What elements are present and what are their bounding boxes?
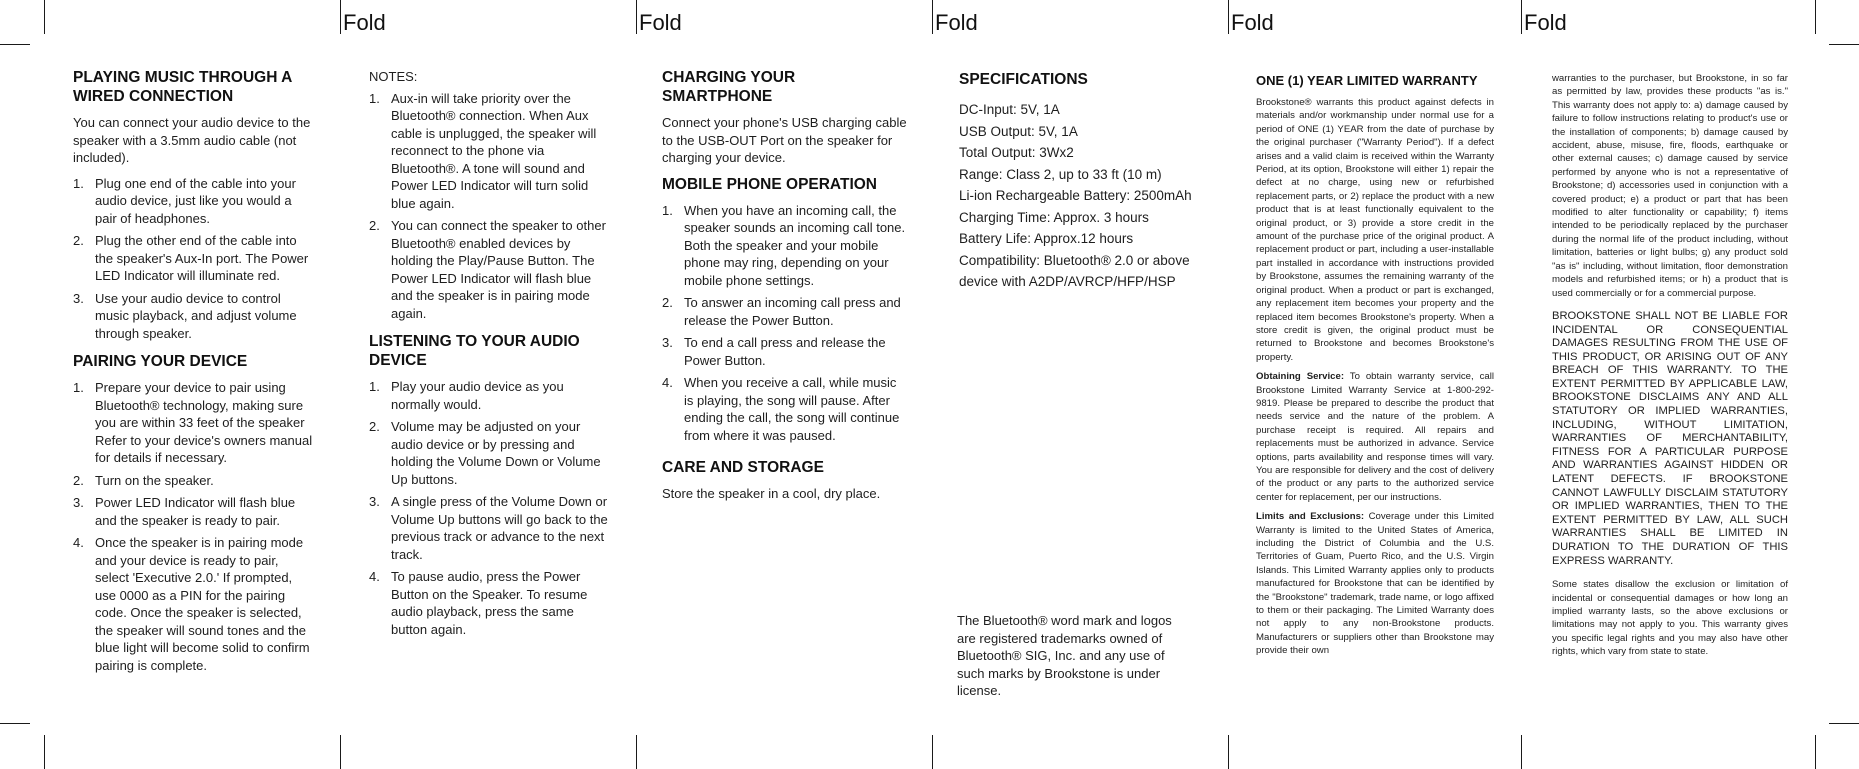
list-item: 2. Turn on the speaker. (73, 472, 214, 488)
list-item: 2. To answer an incoming call press and release the Power Button. (662, 295, 901, 328)
fold-mark (932, 0, 933, 34)
listening-steps (369, 378, 609, 638)
crop-mark (44, 0, 45, 34)
crop-mark (1829, 723, 1859, 724)
panel-specifications (959, 70, 1204, 293)
fold-label: Fold (1524, 10, 1567, 35)
crop-mark (44, 735, 45, 769)
panel-charging-and-mobile (662, 68, 907, 511)
panel-notes-and-listening (369, 68, 609, 648)
notes-label: NOTES: (369, 69, 418, 84)
list-item: 3. Power LED Indicator will flash blue and the speaker is ready to pair. (73, 495, 296, 528)
notes-list (369, 90, 609, 323)
care-text: Store the speaker in a cool, dry place. (662, 486, 881, 501)
spec-compatibility: Compatibility: Bluetooth® 2.0 or above device with A2DP/AVRCP/HFP/HSP (959, 252, 1190, 289)
list-item: 1. Play your audio device as you normally would. (369, 379, 564, 412)
spec-battery-life: Battery Life: Approx.12 hours (959, 231, 1134, 246)
spec-total-output: Total Output: 3Wx2 (959, 145, 1074, 160)
spec-dc-input: DC-Input: 5V, 1A (959, 102, 1060, 117)
fold-mark (1521, 735, 1522, 769)
pairing-steps (73, 379, 313, 674)
fold-mark (340, 735, 341, 769)
section-heading-listening: LISTENING TO YOUR AUDIO DEVICE (369, 333, 580, 369)
wired-intro: You can connect your audio device to the speaker with a 3.5mm audio cable (not included). (73, 115, 311, 165)
list-item: 3. To end a call press and release the Power Button. (662, 335, 886, 368)
crop-mark (1815, 735, 1816, 769)
list-item: 2. You can connect the speaker to other Bluetooth® enabled devices by holding the Play/Pause Button. The Power LED Indicator will flash blue and the speaker is in pairing mode again. (369, 218, 606, 321)
spec-charging-time: Charging Time: Approx. 3 hours (959, 209, 1149, 225)
panel-wired-and-pairing (73, 68, 313, 684)
section-heading-wired-connection: PLAYING MUSIC THROUGH A WIRED CONNECTION (73, 69, 292, 105)
section-heading-pairing: PAIRING YOUR DEVICE (73, 353, 248, 370)
warranty-limits: Limits and Exclusions: Coverage under this Limited Warranty is limited to the United States of America, including the District of Columbia and the U.S. Territories of Guam, Puerto Rico, and the U.S. Virgin Islands. This Limited Warranty applies only to products manufactured for Brookstone that can be identified by the "Brookstone" trademark, trade name, or logo affixed to them or their packaging. The Limited Warranty does not apply to any non-Brookstone products. Manufacturers or suppliers other than Brookstone may provide their own (1256, 511, 1494, 657)
fold-mark (932, 735, 933, 769)
state-rights-notice: Some states disallow the exclusion or limitation of incidental or consequential damages or how long an implied warranty lasts, so the above exclusions or limitations may not apply to you. This warranty gives you specific legal rights and you may also have other rights, which vary from state to state. (1552, 579, 1788, 658)
wired-steps (73, 175, 313, 343)
fold-mark (636, 735, 637, 769)
liability-disclaimer: BROOKSTONE SHALL NOT BE LIABLE FOR INCIDENTAL OR CONSEQUENTIAL DAMAGES RESULTING FROM THE USE OF THIS PRODUCT, OR ARISING OUT OF ANY BREACH OF THIS WARRANTY. TO THE EXTENT PERMITTED BY APPLICABLE LAW, BROOKSTONE DISCLAIMS ANY AND ALL STATUTORY OR IMPLIED WARRANTIES, INCLUDING, WITHOUT LIMITATION, WARRANTIES OF MERCHANTABILITY, FITNESS FOR A PARTICULAR PURPOSE AND WARRANTIES AGAINST HIDDEN OR LATENT DEFECTS. IF BROOKSTONE CANNOT LAWFULLY DISCLAIM STATUTORY OR IMPLIED WARRANTIES, THEN TO THE EXTENT PERMITTED BY LAW, ALL SUCH WARRANTIES SHALL BE LIMITED IN DURATION TO THE DURATION OF THIS EXPRESS WARRANTY. (1552, 309, 1788, 567)
warranty-exclusions: warranties to the purchaser, but Brookstone, in so far as permitted by law, provides these products "as is." This warranty does not apply to: a) damage caused by failure to follow instructions relating to product's use or the installation of components; b) damage caused by accident, abuse, misuse, fire, floods, earthquake or other external causes; c) damage caused by service performed by anyone who is not a representative of Brookstone; d) accessories used in conjunction with a covered product; e) a product or part that has been modified to alter functionality or capability; f) items intended to be periodically replaced by the purchaser during the normal life of the product including, without limitation, batteries or light bulbs; g) any product sold "as is" including, without limitation, floor demonstration models and refurbished items; or h) a product that is used commercially or for a commercial purpose. (1552, 73, 1788, 299)
section-heading-charging: CHARGING YOUR SMARTPHONE (662, 69, 796, 105)
list-item: 4. When you receive a call, while music is playing, the song will pause. After ending the call, the song will continue from where it was paused. (662, 375, 900, 443)
trademark-notice: The Bluetooth® word mark and logos are registered trademarks owned of Bluetooth® SIG, Inc. and any use of such marks by Brookstone is under license. (957, 613, 1172, 698)
fold-label: Fold (343, 10, 386, 35)
panel-warranty (1256, 71, 1494, 664)
crop-mark (0, 44, 30, 45)
spec-usb-output: USB Output: 5V, 1A (959, 123, 1078, 139)
spec-battery: Li-ion Rechargeable Battery: 2500mAh (959, 188, 1192, 203)
section-heading-specifications: SPECIFICATIONS (959, 71, 1088, 88)
section-heading-mobile-phone: MOBILE PHONE OPERATION (662, 175, 878, 193)
list-item: 4. To pause audio, press the Power Button on the Speaker. To resume audio playback, press the same button again. (369, 569, 588, 637)
fold-mark (1228, 0, 1229, 34)
fold-mark (340, 0, 341, 34)
list-item: 3. A single press of the Volume Down or Volume Up buttons will go back to the previous track or advance to the next track. (369, 494, 608, 562)
fold-label: Fold (639, 10, 682, 35)
charging-text: Connect your phone's USB charging cable to the USB-OUT Port on the speaker for charging your device. (662, 115, 907, 165)
spec-range: Range: Class 2, up to 33 ft (10 m) (959, 166, 1162, 182)
warranty-terms: Brookstone® warrants this product against defects in materials and/or workmanship under normal use for a period of ONE (1) YEAR from the date of purchase by the original purchaser ("Warranty Period"). If a defect arises and a valid claim is received within the Warranty Period, at its option, Brookstone will either 1) repair the defect at no charge, using new or refurbished replacement parts, or 2) replace the product with a new product that is at least functionally equivalent to the original product, or 3) provide a store credit in the amount of the purchase price of the original product. A replacement product or part, including a user-installable part installed in accordance with instructions provided by Brookstone, assumes the remaining warranty of the original product. When a product or part is exchanged, any replacement item becomes your property and the replaced item becomes Brookstone's property. When a store credit is given, the original product must be returned to Brookstone and becomes Brookstone's property. (1256, 97, 1494, 363)
section-heading-care: CARE AND STORAGE (662, 459, 824, 476)
warranty-service: Obtaining Service: To obtain warranty service, call Brookstone Limited Warranty Service at 1-800-292-9819. Please be prepared to describe the product that needs service and the nature of the problem. A purchase receipt is required. All repairs and replacements must be authorized in advance. Service options, parts availability and response times will vary. You are responsible for delivery and the cost of delivery of the product or any parts to the authorized service center for replacement, per our instructions. (1256, 371, 1494, 503)
fold-mark (1521, 0, 1522, 34)
panel-warranty-continued (1552, 72, 1788, 665)
fold-label: Fold (935, 10, 978, 35)
fold-label: Fold (1231, 10, 1274, 35)
section-heading-warranty: ONE (1) YEAR LIMITED WARRANTY (1256, 73, 1478, 88)
crop-mark (1829, 44, 1859, 45)
crop-mark (0, 723, 30, 724)
mobile-steps (662, 202, 907, 445)
list-item: 1. Plug one end of the cable into your audio device, just like you would a pair of headphones. (73, 175, 296, 226)
list-item: 3. Use your audio device to control music playback, and adjust volume through speaker. (73, 290, 297, 341)
list-item: 2. Plug the other end of the cable into the speaker's Aux-In port. The Power LED Indicator will illuminate red. (73, 233, 309, 283)
fold-mark (1228, 735, 1229, 769)
list-item: 1. Prepare your device to pair using Bluetooth® technology, making sure you are within 33 feet of the speaker Refer to your device's owners manual for details if necessary. (73, 380, 313, 465)
list-item: 1. Aux-in will take priority over the Bluetooth® connection. When Aux cable is unplugged, the speaker will reconnect to the phone via Bluetooth®. A tone will sound and Power LED Indicator will turn solid blue again. (369, 90, 597, 211)
fold-mark (636, 0, 637, 34)
list-item: 1. When you have an incoming call, the speaker sounds an incoming call tone. Both the speaker and your mobile phone may ring, depending on your mobile phone settings. (662, 202, 906, 288)
crop-mark (1815, 0, 1816, 34)
list-item: 4. Once the speaker is in pairing mode and your device is ready to pair, select 'Executive 2.0.' If prompted, use 0000 as a PIN for the pairing code. Once the speaker is selected, the speaker will sound tones and the blue light will become solid to confirm pairing is complete. (73, 535, 310, 673)
list-item: 2. Volume may be adjusted on your audio device or by pressing and holding the Volume Down or Volume Up buttons. (369, 419, 601, 487)
